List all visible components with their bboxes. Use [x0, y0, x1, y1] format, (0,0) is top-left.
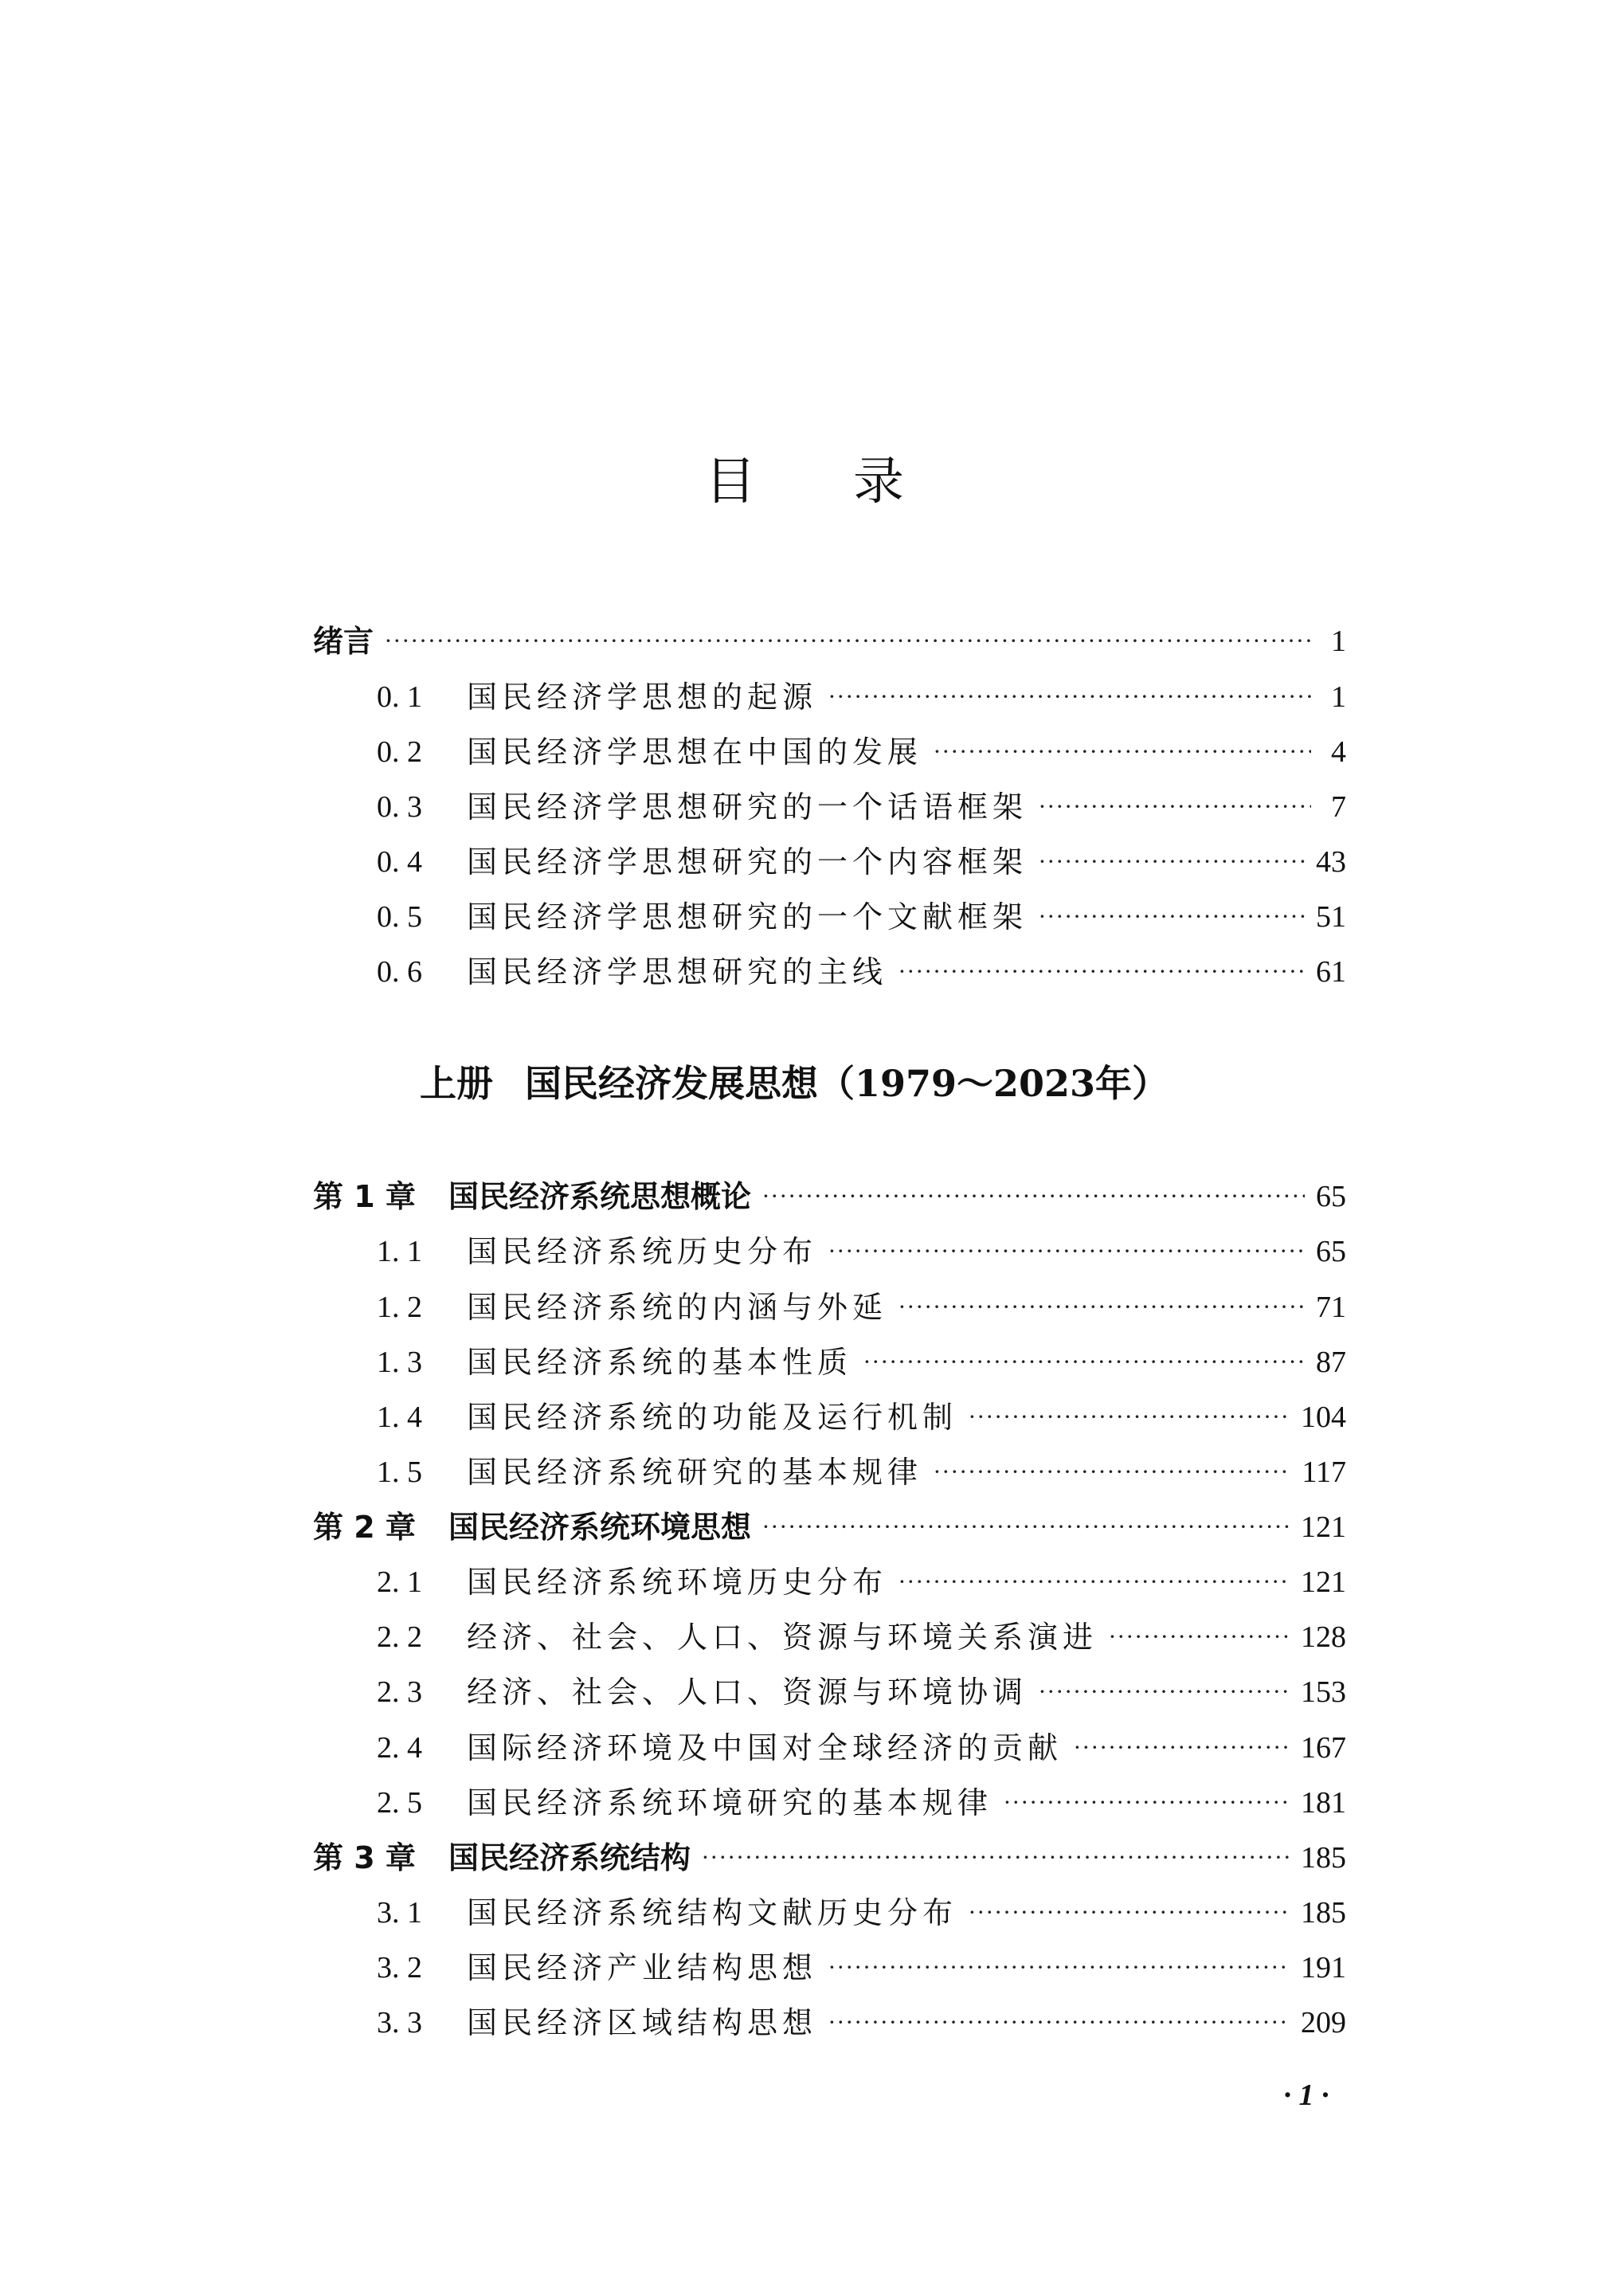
toc-leader-dots	[969, 1885, 1290, 1941]
toc-entry-page: 121	[1301, 1565, 1346, 1599]
toc-entry-page: 128	[1301, 1620, 1346, 1654]
toc-entry-section[interactable]	[313, 1664, 1346, 1720]
toc-leader-dots	[828, 1940, 1290, 1996]
toc-entry-label: 国民经济产业结构思想	[467, 1950, 818, 1985]
toc-entry-label: 国民经济系统的内涵与外延	[467, 1290, 888, 1325]
toc-section-number: 1. 5	[377, 1456, 422, 1489]
toc-entry-page: 43	[1316, 845, 1346, 879]
toc-entry-label: 经济、社会、人口、资源与环境协调	[467, 1675, 1028, 1710]
toc-leader-dots	[385, 613, 1311, 669]
toc-entry-page: 4	[1331, 735, 1346, 769]
toc-entry-page: 181	[1301, 1786, 1346, 1820]
toc-entry-chapter[interactable]	[313, 1499, 1346, 1555]
toc-entry-label: 国民经济学思想研究的一个话语框架	[467, 789, 1028, 825]
toc-entry-section[interactable]	[313, 779, 1346, 835]
toc-leader-dots	[1074, 1720, 1290, 1776]
toc-section-number: 3. 1	[377, 1896, 422, 1930]
toc-leader-dots	[898, 944, 1305, 1000]
toc-entry-label: 国民经济系统的功能及运行机制	[467, 1400, 958, 1435]
toc-entry-page: 7	[1331, 790, 1346, 824]
toc-entry-label: 国民经济系统思想概论	[448, 1179, 752, 1214]
toc-entry-section[interactable]	[313, 1334, 1346, 1390]
toc-leader-dots	[1004, 1775, 1290, 1831]
toc-entry-page: 191	[1301, 1951, 1346, 1985]
toc-leader-dots	[898, 1554, 1290, 1610]
toc-section-number: 1. 1	[377, 1235, 422, 1268]
toc-entry-page: 117	[1302, 1456, 1346, 1489]
toc-entry-section[interactable]	[313, 1224, 1346, 1279]
toc-entry-chapter[interactable]	[313, 1169, 1346, 1224]
toc-entry-label: 国民经济学思想的起源	[467, 680, 818, 715]
toc-entry-page: 153	[1301, 1675, 1346, 1709]
part-label: 上册	[420, 1062, 493, 1105]
toc-entry-section[interactable]	[313, 1995, 1346, 2051]
toc-entry-section[interactable]	[313, 1940, 1346, 1996]
toc-leader-dots	[863, 1334, 1305, 1390]
toc-entry-page: 1	[1331, 680, 1346, 714]
toc-entry-section[interactable]	[313, 1885, 1346, 1941]
toc-entry-page: 209	[1301, 2006, 1346, 2039]
toc-entry-label: 国民经济系统历史分布	[467, 1234, 818, 1269]
toc-section-number: 3. 3	[377, 2006, 422, 2039]
toc-leader-dots	[1039, 889, 1305, 945]
toc-section-number: 2. 4	[377, 1731, 422, 1765]
part-heading: 国民经济发展思想（1979～2023年）	[525, 1062, 1169, 1105]
toc-entry-page: 71	[1316, 1291, 1346, 1324]
toc-section-number: 0. 6	[377, 955, 422, 989]
page-title-char-1: 目	[705, 453, 756, 511]
toc-leader-dots	[1039, 1664, 1290, 1720]
toc-entry-page: 167	[1301, 1731, 1346, 1765]
toc-entry-section[interactable]	[313, 1279, 1346, 1335]
page-title	[0, 446, 1609, 518]
toc-section-number: 1. 2	[377, 1291, 422, 1324]
toc-chapter-number: 第 3 章	[313, 1840, 416, 1875]
toc-entry-label: 国际经济环境及中国对全球经济的贡献	[467, 1730, 1063, 1765]
toc-chapter-number: 第 2 章	[313, 1510, 416, 1545]
toc-leader-dots	[702, 1830, 1290, 1886]
toc-entry-label: 国民经济学思想在中国的发展	[467, 735, 923, 770]
toc-entry-section[interactable]	[313, 889, 1346, 945]
toc-entry-label: 国民经济系统研究的基本规律	[467, 1455, 923, 1490]
toc-leader-dots	[934, 1444, 1290, 1500]
toc-entry-label: 国民经济系统环境研究的基本规律	[467, 1785, 993, 1820]
toc-entry-label: 国民经济系统环境历史分布	[467, 1565, 888, 1600]
toc-section-number: 3. 2	[377, 1951, 422, 1985]
toc-entry-label: 国民经济系统结构	[448, 1840, 691, 1875]
toc-entry-section[interactable]	[313, 1720, 1346, 1776]
toc-entry-section[interactable]	[313, 944, 1346, 1000]
toc-entry-page: 1	[1331, 625, 1346, 658]
page-number: · 1 ·	[1283, 2079, 1329, 2112]
toc-entry-chapter[interactable]	[313, 1830, 1346, 1886]
toc-entry-page: 104	[1301, 1401, 1346, 1434]
toc-leader-dots	[828, 669, 1311, 725]
toc-entry-section[interactable]	[313, 724, 1346, 780]
part-title	[0, 1052, 1609, 1115]
toc-entry-section[interactable]	[313, 1775, 1346, 1831]
toc-section-number: 2. 1	[377, 1565, 422, 1599]
toc-entry-label: 国民经济区域结构思想	[467, 2005, 818, 2040]
toc-section-number: 0. 2	[377, 735, 422, 769]
toc-leader-dots	[1039, 834, 1305, 890]
toc-leader-dots	[828, 1224, 1305, 1279]
toc-entry-section[interactable]	[313, 669, 1346, 725]
toc-entry-page: 65	[1316, 1235, 1346, 1268]
toc-leader-dots	[898, 1279, 1305, 1335]
toc-section-number: 0. 3	[377, 790, 422, 824]
toc-entry-page: 51	[1316, 900, 1346, 934]
toc-entry-label: 国民经济学思想研究的主线	[467, 954, 888, 989]
toc-entry-page: 65	[1316, 1180, 1346, 1213]
toc-entry-section[interactable]	[313, 1554, 1346, 1610]
toc-section-number: 2. 5	[377, 1786, 422, 1820]
toc-entry-label: 国民经济系统的基本性质	[467, 1345, 853, 1380]
page-title-char-2: 录	[853, 453, 904, 511]
toc-entry-page: 185	[1301, 1896, 1346, 1930]
toc-leader-dots	[762, 1169, 1305, 1224]
toc-entry-label: 国民经济系统结构文献历史分布	[467, 1895, 958, 1930]
toc-leader-dots	[1039, 779, 1311, 835]
toc-section-number: 2. 2	[377, 1620, 422, 1654]
toc-section-number: 0. 5	[377, 900, 422, 934]
toc-entry-section[interactable]	[313, 1444, 1346, 1500]
toc-entry-label: 经济、社会、人口、资源与环境关系演进	[467, 1620, 1098, 1655]
toc-leader-dots	[828, 1995, 1290, 2051]
toc-section-number: 1. 3	[377, 1346, 422, 1379]
toc-section-number: 2. 3	[377, 1675, 422, 1709]
toc-leader-dots	[1109, 1609, 1290, 1665]
toc-entry-label: 国民经济学思想研究的一个内容框架	[467, 844, 1028, 880]
toc-chapter-number: 第 1 章	[313, 1179, 416, 1214]
toc-entry-section[interactable]	[313, 1389, 1346, 1445]
toc-leader-dots	[934, 724, 1311, 780]
toc-entry-page: 185	[1301, 1841, 1346, 1875]
toc-leader-dots	[969, 1389, 1290, 1445]
toc-entry-label: 绪言	[313, 624, 374, 659]
toc-entry-intro[interactable]	[313, 613, 1346, 669]
toc-section-number: 0. 1	[377, 680, 422, 714]
toc-entry-label: 国民经济学思想研究的一个文献框架	[467, 899, 1028, 934]
toc-section-number: 1. 4	[377, 1401, 422, 1434]
toc-entry-page: 61	[1316, 955, 1346, 989]
toc-entry-section[interactable]	[313, 1609, 1346, 1665]
toc-entry-label: 国民经济系统环境思想	[448, 1510, 752, 1545]
toc-leader-dots	[762, 1499, 1290, 1555]
toc-section-number: 0. 4	[377, 845, 422, 879]
toc-entry-page: 121	[1301, 1510, 1346, 1544]
toc-entry-page: 87	[1316, 1346, 1346, 1379]
toc-entry-section[interactable]	[313, 834, 1346, 890]
